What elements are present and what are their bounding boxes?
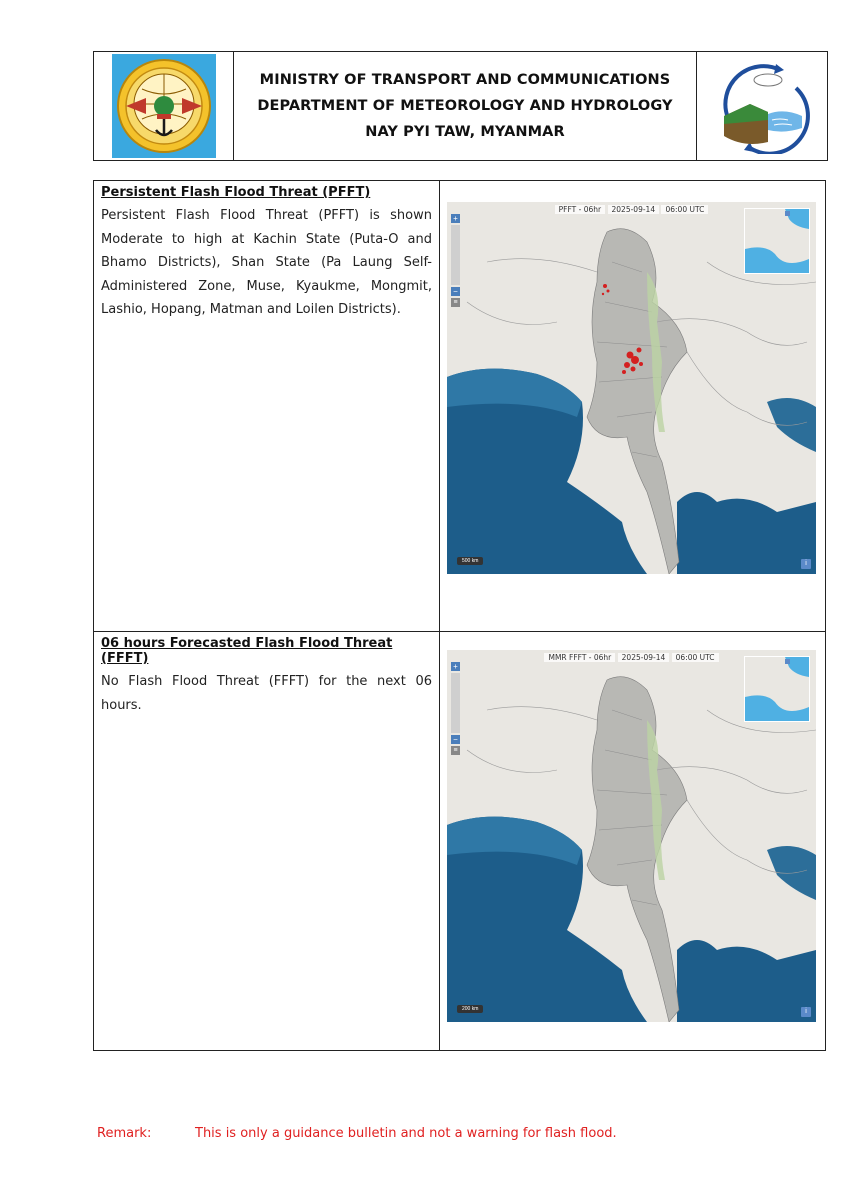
remark bbox=[97, 1126, 617, 1141]
ffft-scale-bar: 200 km bbox=[457, 1005, 483, 1013]
ffft-heading: 06 hours Forecasted Flash Flood Threat (FFFT) bbox=[101, 636, 393, 666]
flash-flood-table bbox=[93, 180, 826, 1051]
ffft-description: No Flash Flood Threat (FFFT) for the next 06 hours. bbox=[101, 674, 432, 713]
pfft-heading: Persistent Flash Flood Threat (PFFT) bbox=[101, 185, 371, 200]
header-line-location: NAY PYI TAW, MYANMAR bbox=[365, 124, 565, 140]
header-line-ministry: MINISTRY OF TRANSPORT AND COMMUNICATIONS bbox=[259, 72, 671, 88]
pfft-zoom-control[interactable] bbox=[451, 214, 460, 307]
pfft-text-cell bbox=[94, 181, 440, 631]
remark-text: This is only a guidance bulletin and not a warning for flash flood. bbox=[195, 1126, 617, 1141]
zoom-slider[interactable] bbox=[451, 673, 460, 733]
overview-map-icon bbox=[745, 657, 809, 721]
info-icon[interactable]: i bbox=[801, 1007, 811, 1017]
hydrological-cycle-icon bbox=[710, 58, 814, 154]
pfft-map-time: 06:00 UTC bbox=[661, 205, 708, 214]
ffft-map-product: MMR FFFT - 06hr bbox=[544, 653, 615, 662]
layers-icon[interactable]: ≡ bbox=[451, 746, 460, 755]
pfft-map-product: PFFT - 06hr bbox=[555, 205, 605, 214]
pfft-description: Persistent Flash Flood Threat (PFFT) is shown Moderate to high at Kachin State (Puta-O and Bhamo Districts), Shan State (Pa Laung Self-Administered Zone, Muse, Kyaukme, Mongmit, Lashio, Hopang, Matman and Loilen Districts). bbox=[101, 208, 432, 317]
pfft-scale-bar: 500 km bbox=[457, 557, 483, 565]
department-logo bbox=[696, 52, 827, 160]
ffft-overview-inset[interactable] bbox=[744, 656, 810, 722]
remark-label: Remark: bbox=[97, 1126, 152, 1141]
layers-icon[interactable]: ≡ bbox=[451, 298, 460, 307]
ministry-logo bbox=[94, 52, 234, 160]
ffft-text-cell bbox=[94, 632, 440, 1050]
zoom-out-icon[interactable]: − bbox=[451, 735, 460, 744]
pfft-map-date: 2025-09-14 bbox=[608, 205, 660, 214]
ffft-map-date: 2025-09-14 bbox=[618, 653, 670, 662]
zoom-in-icon[interactable]: + bbox=[451, 662, 460, 671]
zoom-in-icon[interactable]: + bbox=[451, 214, 460, 223]
ffft-map-time: 06:00 UTC bbox=[672, 653, 719, 662]
zoom-out-icon[interactable]: − bbox=[451, 287, 460, 296]
ffft-zoom-control[interactable] bbox=[451, 662, 460, 755]
pfft-map bbox=[447, 202, 816, 574]
header-title-block bbox=[234, 52, 696, 160]
pfft-overview-inset[interactable] bbox=[744, 208, 810, 274]
ffft-map bbox=[447, 650, 816, 1022]
overview-map-icon bbox=[745, 209, 809, 273]
pfft-row bbox=[94, 181, 825, 632]
zoom-slider[interactable] bbox=[451, 225, 460, 285]
ministry-emblem-icon bbox=[112, 54, 216, 158]
info-icon[interactable]: i bbox=[801, 559, 811, 569]
bulletin-header bbox=[93, 51, 828, 161]
ffft-row bbox=[94, 632, 825, 1050]
header-line-department: DEPARTMENT OF METEOROLOGY AND HYDROLOGY bbox=[257, 98, 673, 114]
